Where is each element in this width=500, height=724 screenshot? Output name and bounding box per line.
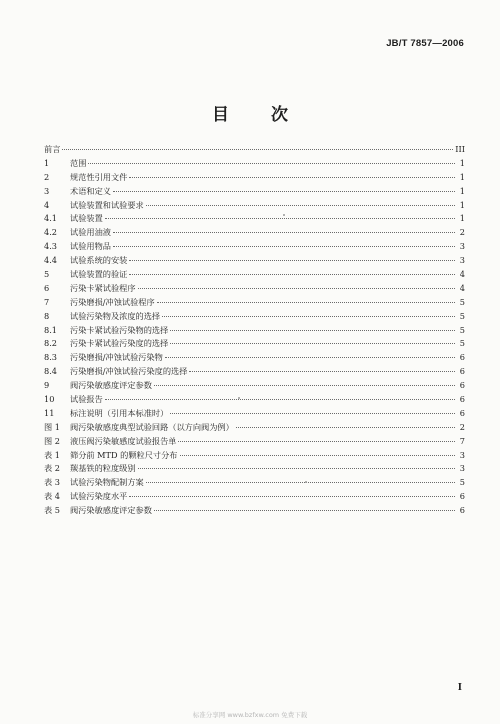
toc-entry-number: 8 — [44, 310, 50, 321]
toc-entry-page: 4 — [459, 269, 465, 280]
toc-entry-page: 4 — [459, 282, 465, 293]
toc-dot-leader — [154, 510, 455, 511]
toc-entry-number: 10 — [44, 394, 55, 405]
toc-dot-leader — [138, 288, 455, 289]
toc-entry-title: 羰基铁的粒度级别 — [70, 463, 136, 474]
toc-entry-page: 7 — [459, 435, 465, 446]
toc-entry-page: 6 — [459, 366, 465, 377]
toc-entry-number: 4.2 — [44, 227, 58, 238]
toc-entry-number: 4.4 — [44, 255, 58, 266]
scan-speck — [305, 481, 307, 483]
toc-entry[interactable] — [44, 504, 465, 518]
toc-entry[interactable] — [44, 351, 465, 365]
toc-entry-number: 4 — [44, 199, 50, 210]
toc-entry-title: 试验污染度水平 — [70, 491, 128, 502]
toc-entry-page: 6 — [459, 394, 465, 405]
toc-entry-page: 5 — [459, 338, 465, 349]
toc-dot-leader — [146, 482, 455, 483]
toc-entry[interactable] — [44, 462, 465, 476]
toc-entry-number: 图 1 — [44, 421, 60, 432]
toc-entry-number: 表 3 — [44, 477, 60, 488]
toc-dot-leader — [170, 343, 455, 344]
toc-entry-page: 1 — [459, 171, 465, 182]
toc-entry-title: 规范性引用文件 — [70, 171, 128, 182]
toc-entry[interactable] — [44, 185, 465, 199]
toc-entry-number: 表 2 — [44, 463, 60, 474]
toc-entry-number: 8.3 — [44, 352, 58, 363]
toc-entry-title: 试验系统的安装 — [70, 255, 128, 266]
toc-entry-title: 筛分前 MTD 的颗粒尺寸分布 — [70, 449, 178, 460]
toc-entry-page: 2 — [459, 227, 465, 238]
toc-entry[interactable] — [44, 435, 465, 449]
toc-entry-number: 8.1 — [44, 324, 58, 335]
toc-entry-page: 6 — [459, 380, 465, 391]
toc-dot-leader — [113, 232, 455, 233]
toc-dot-leader — [129, 260, 455, 261]
toc-entry[interactable] — [44, 268, 465, 282]
toc-entry-number: 表 4 — [44, 491, 60, 502]
toc-entry-page: 5 — [459, 296, 465, 307]
toc-entry-title: 污染卡紧试验污染度的选择 — [70, 338, 169, 349]
toc-entry-number: 3 — [44, 185, 50, 196]
toc-entry[interactable] — [44, 143, 465, 157]
toc-entry-number: 表 5 — [44, 505, 60, 516]
toc-entry-title: 阀污染敏感度评定参数 — [70, 380, 152, 391]
toc-dot-leader — [138, 468, 455, 469]
toc-dot-leader — [165, 357, 455, 358]
toc-entry-page: 5 — [459, 324, 465, 335]
toc-entry[interactable] — [44, 226, 465, 240]
toc-entry-title: 污染卡紧试验程序 — [70, 282, 136, 293]
toc-entry[interactable] — [44, 476, 465, 490]
toc-entry-title: 阀污染敏感度典型试验回路（以方向阀为例） — [70, 421, 234, 432]
toc-entry-title: 试验污染物及浓度的选择 — [70, 310, 161, 321]
toc-dot-leader — [62, 149, 453, 150]
toc-entry-page: 1 — [459, 213, 465, 224]
page-number: I — [457, 683, 462, 693]
toc-entry[interactable] — [44, 379, 465, 393]
toc-entry-title: 污染磨损/冲蚀试验污染物 — [70, 352, 163, 363]
toc-dot-leader — [162, 316, 455, 317]
toc-entry-page: 6 — [459, 407, 465, 418]
toc-entry-title: 试验用物品 — [70, 241, 111, 252]
toc-entry[interactable] — [44, 296, 465, 310]
toc-entry[interactable] — [44, 421, 465, 435]
toc-entry[interactable] — [44, 407, 465, 421]
standard-number: JB/T 7857—2006 — [386, 38, 464, 49]
toc-dot-leader — [189, 371, 455, 372]
toc-dot-leader — [129, 496, 455, 497]
toc-dot-leader — [178, 441, 455, 442]
toc-entry-page: 1 — [459, 157, 465, 168]
toc-entry-number: 11 — [44, 407, 55, 418]
toc-entry[interactable] — [44, 490, 465, 504]
scan-speck — [238, 397, 240, 399]
toc-entry-page: 3 — [459, 241, 465, 252]
toc-entry-page: 5 — [459, 310, 465, 321]
toc-entry-number: 9 — [44, 380, 50, 391]
toc-entry-title: 试验用油液 — [70, 227, 111, 238]
toc-dot-leader — [113, 246, 455, 247]
toc-dot-leader — [105, 399, 455, 400]
toc-entry-page: 5 — [459, 477, 465, 488]
toc-entry-number: 4.3 — [44, 241, 58, 252]
toc-entry-page: 2 — [459, 421, 465, 432]
toc-dot-leader — [105, 218, 455, 219]
toc-entry-title: 污染卡紧试验污染物的选择 — [70, 324, 169, 335]
toc-entry-number: 4.1 — [44, 213, 58, 224]
toc-entry-title: 液压阀污染敏感度试验报告单 — [70, 435, 177, 446]
toc-entry[interactable] — [44, 254, 465, 268]
toc-entry-number: 5 — [44, 269, 50, 280]
toc-entry-page: III — [455, 144, 465, 154]
watermark: 标准分享网 www.bzfxw.com 免费下载 — [192, 711, 308, 719]
toc-entry-title: 试验污染物配制方案 — [70, 477, 144, 488]
toc-entry-page: 3 — [459, 463, 465, 474]
toc-entry-number: 图 2 — [44, 435, 60, 446]
toc-dot-leader — [113, 191, 455, 192]
toc-dot-leader — [88, 163, 455, 164]
toc-entry[interactable] — [44, 337, 465, 351]
toc-entry-page: 3 — [459, 449, 465, 460]
toc-entry-page: 6 — [459, 352, 465, 363]
toc-entry[interactable] — [44, 282, 465, 296]
scan-speck — [283, 214, 285, 216]
toc-entry-title: 试验报告 — [70, 394, 103, 405]
toc-entry-number: 7 — [44, 296, 50, 307]
toc-entry-number: 2 — [44, 171, 50, 182]
toc-entry[interactable] — [44, 171, 465, 185]
table-of-contents — [44, 143, 465, 518]
toc-entry-title: 试验装置和试验要求 — [70, 199, 144, 210]
toc-entry-title: 污染磨损/冲蚀试验污染度的选择 — [70, 366, 188, 377]
toc-entry[interactable] — [44, 365, 465, 379]
toc-entry[interactable] — [44, 212, 465, 226]
toc-entry[interactable] — [44, 449, 465, 463]
toc-entry-number: 1 — [44, 157, 50, 168]
toc-entry[interactable] — [44, 324, 465, 338]
toc-entry[interactable] — [44, 157, 465, 171]
toc-entry-page: 1 — [459, 199, 465, 210]
toc-dot-leader — [236, 427, 455, 428]
toc-entry-page: 1 — [459, 185, 465, 196]
toc-dot-leader — [129, 274, 455, 275]
toc-dot-leader — [170, 413, 455, 414]
toc-entry[interactable] — [44, 393, 465, 407]
toc-entry[interactable] — [44, 310, 465, 324]
toc-entry-number: 6 — [44, 282, 50, 293]
toc-entry-title: 试验装置的验证 — [70, 269, 128, 280]
toc-entry-page: 6 — [459, 505, 465, 516]
toc-entry-title: 前言 — [44, 144, 61, 154]
toc-dot-leader — [157, 302, 455, 303]
toc-entry-title: 试验装置 — [70, 213, 103, 224]
toc-entry-page: 3 — [459, 255, 465, 266]
toc-entry-title: 术语和定义 — [70, 185, 111, 196]
toc-dot-leader — [154, 385, 455, 386]
toc-entry-number: 8.4 — [44, 366, 58, 377]
page-title: 目 次 — [212, 105, 306, 125]
toc-entry-title: 标注说明（引用本标准时） — [70, 407, 169, 418]
toc-entry-title: 范围 — [70, 157, 87, 168]
toc-dot-leader — [146, 205, 455, 206]
toc-entry-title: 阀污染敏感度评定参数 — [70, 505, 152, 516]
toc-entry-number: 8.2 — [44, 338, 58, 349]
toc-entry-title: 污染磨损/冲蚀试验程序 — [70, 296, 155, 307]
toc-entry-number: 表 1 — [44, 449, 60, 460]
toc-entry[interactable] — [44, 199, 465, 213]
toc-dot-leader — [180, 455, 456, 456]
toc-dot-leader — [129, 177, 455, 178]
toc-dot-leader — [170, 330, 455, 331]
toc-entry[interactable] — [44, 240, 465, 254]
toc-entry-page: 6 — [459, 491, 465, 502]
